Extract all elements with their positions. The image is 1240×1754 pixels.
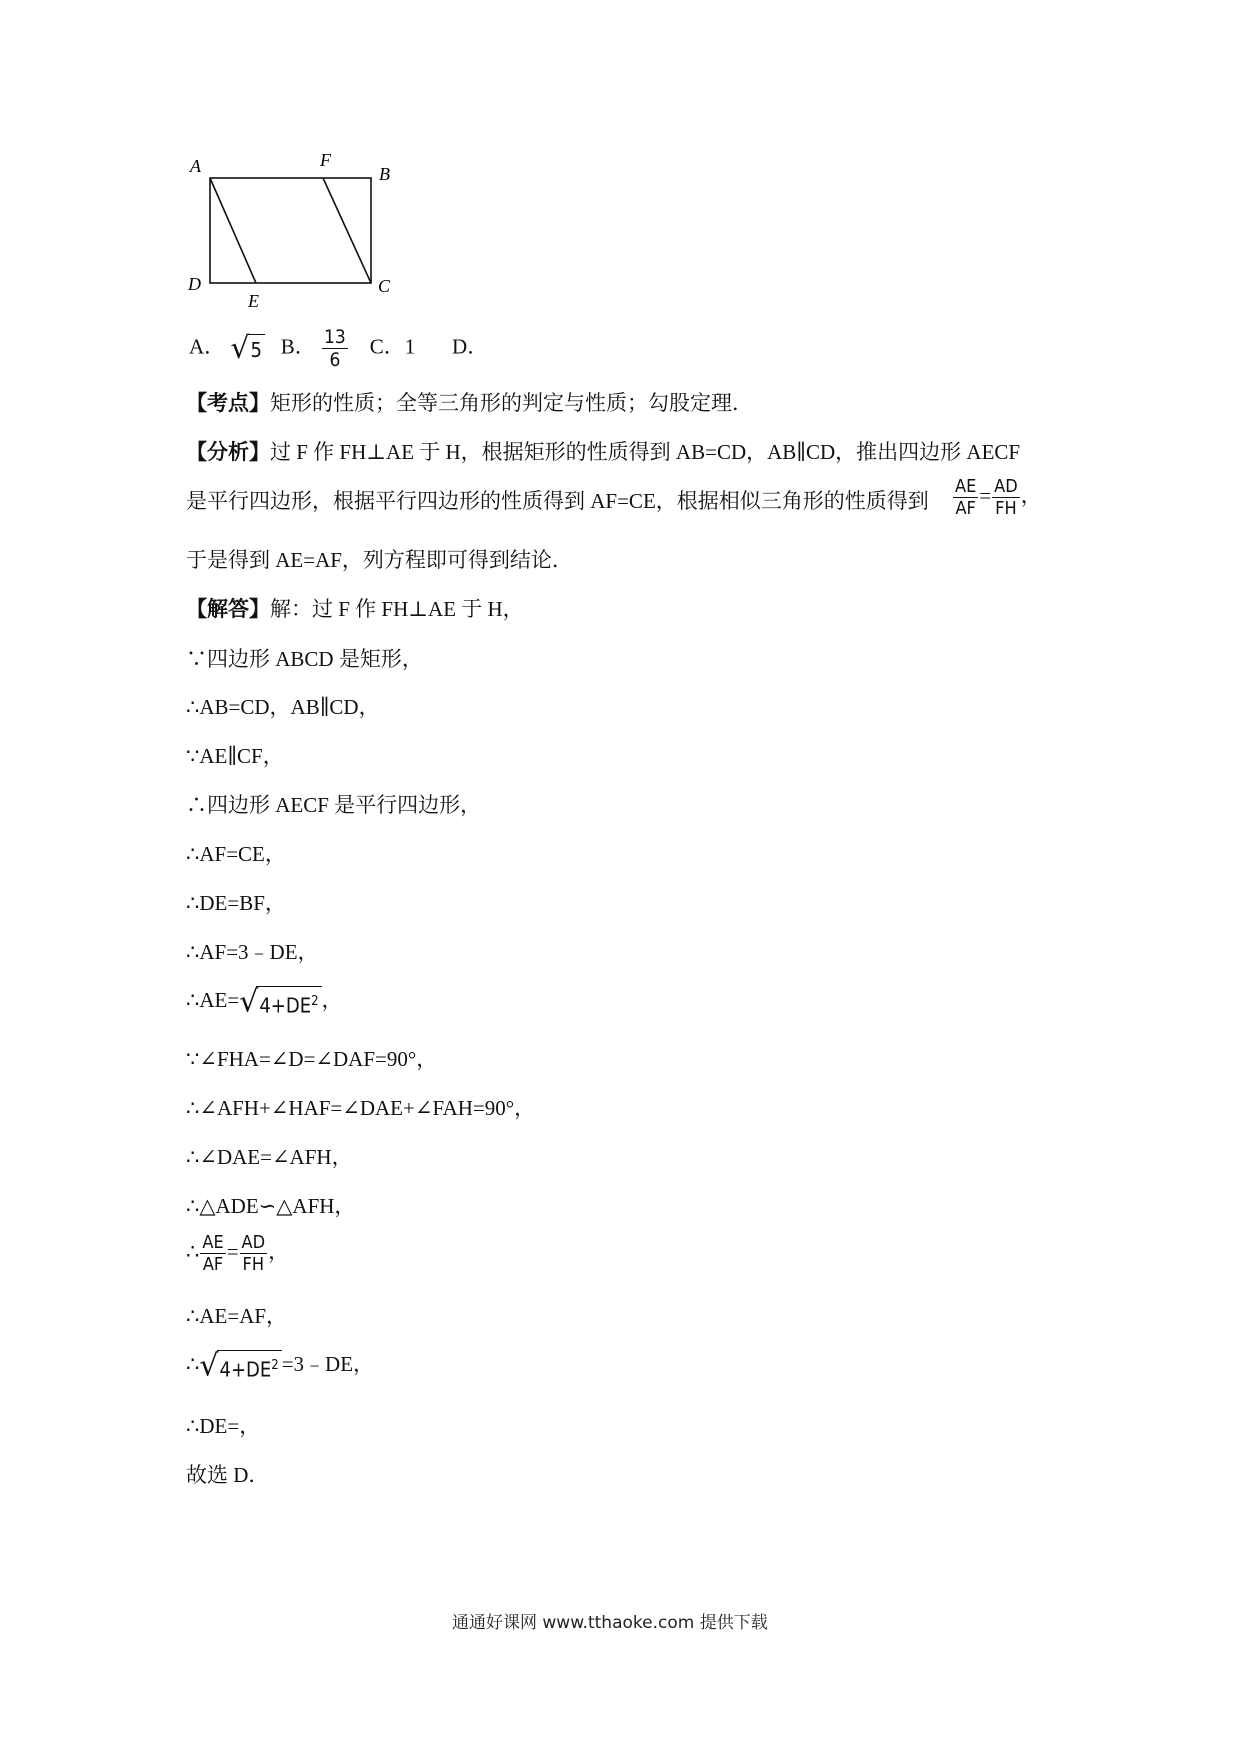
option-d-label: D． bbox=[452, 334, 489, 359]
radical-sign: √ bbox=[239, 984, 259, 1020]
ratio-fraction-1 bbox=[200, 1232, 225, 1275]
option-c-label: C．1 bbox=[369, 334, 416, 359]
label-d: D bbox=[188, 274, 201, 294]
ae-suffix: ， bbox=[321, 988, 343, 1013]
solution-step-7: ∴AF=3﹣DE， bbox=[186, 940, 319, 964]
fenxi-frac2-den: FH bbox=[995, 498, 1017, 519]
option-b-fraction bbox=[322, 326, 348, 371]
ratio-num-2: AD bbox=[241, 1232, 266, 1253]
ratio-fraction-2 bbox=[240, 1232, 268, 1275]
kaodian-tag: 【考点】 bbox=[186, 391, 270, 415]
solution-step-10: ∴∠DAE=∠AFH， bbox=[186, 1145, 353, 1169]
radical-sign: √ bbox=[230, 330, 250, 366]
solution-step-8: ∵∠FHA=∠D=∠DAF=90°， bbox=[186, 1047, 438, 1071]
solution-equation-line bbox=[186, 1350, 374, 1383]
solution-step-5: ∴AF=CE， bbox=[186, 842, 286, 866]
fenxi-fraction-1 bbox=[953, 476, 978, 519]
solution-step-2: ∴AB=CD，AB∥CD， bbox=[186, 695, 380, 719]
ratio-eq: = bbox=[226, 1239, 239, 1264]
eq-radicand: 4+DE bbox=[219, 1357, 272, 1382]
ratio-prefix: ∴ bbox=[186, 1239, 200, 1264]
answer-options bbox=[189, 326, 488, 371]
option-b-numerator: 13 bbox=[324, 326, 346, 348]
rectangle-figure bbox=[160, 140, 420, 310]
fenxi-line-3 bbox=[186, 547, 573, 573]
option-b-label: B． bbox=[280, 334, 316, 359]
kaodian-line bbox=[186, 390, 753, 416]
label-f: F bbox=[320, 150, 331, 170]
eq-exponent: 2 bbox=[271, 1358, 279, 1373]
ratio-suffix: ， bbox=[268, 1239, 290, 1264]
fenxi-comma: ， bbox=[1020, 483, 1042, 508]
fenxi-frac2-num: AD bbox=[994, 476, 1018, 497]
ratio-den-2: FH bbox=[242, 1254, 265, 1275]
ratio-den-1: AF bbox=[202, 1254, 224, 1275]
ratio-num-1: AE bbox=[202, 1232, 224, 1253]
radical-sign: √ bbox=[199, 1348, 219, 1384]
ae-prefix: ∴AE= bbox=[186, 988, 240, 1013]
ae-sqrt bbox=[239, 986, 321, 1019]
option-a-label: A． bbox=[189, 334, 226, 359]
jieda-intro-line bbox=[186, 596, 524, 622]
fenxi-frac1-den: AF bbox=[955, 498, 976, 519]
solution-step-1: ∵四边形 ABCD 是矩形， bbox=[186, 647, 423, 671]
segment-ae bbox=[210, 178, 256, 283]
option-a-radicand: 5 bbox=[248, 334, 265, 363]
ae-radicand: 4+DE bbox=[259, 993, 312, 1018]
label-e: E bbox=[248, 291, 259, 310]
option-a-sqrt bbox=[230, 330, 265, 366]
eq-prefix: ∴ bbox=[186, 1352, 200, 1377]
solution-de-result: ∴DE=， bbox=[186, 1414, 261, 1438]
jieda-intro: 解：过 F 作 FH⊥AE 于 H， bbox=[270, 597, 524, 621]
solution-step-9: ∴∠AFH+∠HAF=∠DAE+∠FAH=90°， bbox=[186, 1096, 536, 1120]
solution-step-6: ∴DE=BF， bbox=[186, 891, 286, 915]
jieda-tag: 【解答】 bbox=[186, 597, 270, 621]
fenxi-line-2 bbox=[186, 488, 929, 514]
segment-fc bbox=[323, 178, 371, 283]
solution-step-11: ∴△ADE∽△AFH， bbox=[186, 1194, 356, 1218]
fenxi-text-1: 过 F 作 FH⊥AE 于 H，根据矩形的性质得到 AB=CD，AB∥CD，推出四边形 AECF bbox=[270, 440, 1021, 464]
label-b: B bbox=[379, 164, 390, 184]
solution-ratio-line bbox=[186, 1232, 289, 1275]
solution-answer: 故选 D． bbox=[186, 1463, 270, 1487]
fenxi-line-1 bbox=[186, 439, 1020, 465]
fenxi-eq: = bbox=[979, 483, 992, 508]
kaodian-text: 矩形的性质；全等三角形的判定与性质；勾股定理． bbox=[270, 391, 753, 415]
solution-ae-sqrt-line bbox=[186, 986, 343, 1019]
fenxi-text-3: 于是得到 AE=AF，列方程即可得到结论． bbox=[186, 548, 573, 572]
fenxi-tag: 【分析】 bbox=[186, 440, 270, 464]
ae-exponent: 2 bbox=[311, 994, 319, 1009]
fenxi-ratio bbox=[952, 476, 1042, 519]
eq-sqrt bbox=[199, 1350, 281, 1383]
label-c: C bbox=[378, 276, 391, 296]
fenxi-frac1-num: AE bbox=[955, 476, 977, 497]
label-a: A bbox=[190, 156, 201, 176]
fenxi-text-2: 是平行四边形，根据平行四边形的性质得到 AF=CE，根据相似三角形的性质得到 bbox=[186, 489, 929, 513]
fenxi-fraction-2 bbox=[992, 476, 1020, 519]
ae-radicand-box bbox=[256, 986, 321, 1019]
option-b-denominator: 6 bbox=[329, 349, 341, 371]
eq-radicand-box bbox=[217, 1350, 282, 1383]
solution-step-4: ∴四边形 AECF 是平行四边形， bbox=[186, 793, 482, 817]
solution-step-3: ∵AE∥CF， bbox=[186, 744, 284, 768]
eq-suffix: =3﹣DE， bbox=[281, 1352, 375, 1377]
solution-ae-af: ∴AE=AF， bbox=[186, 1304, 288, 1328]
page-footer: 通通好课网 www.tthaoke.com 提供下载 bbox=[452, 1613, 768, 1633]
